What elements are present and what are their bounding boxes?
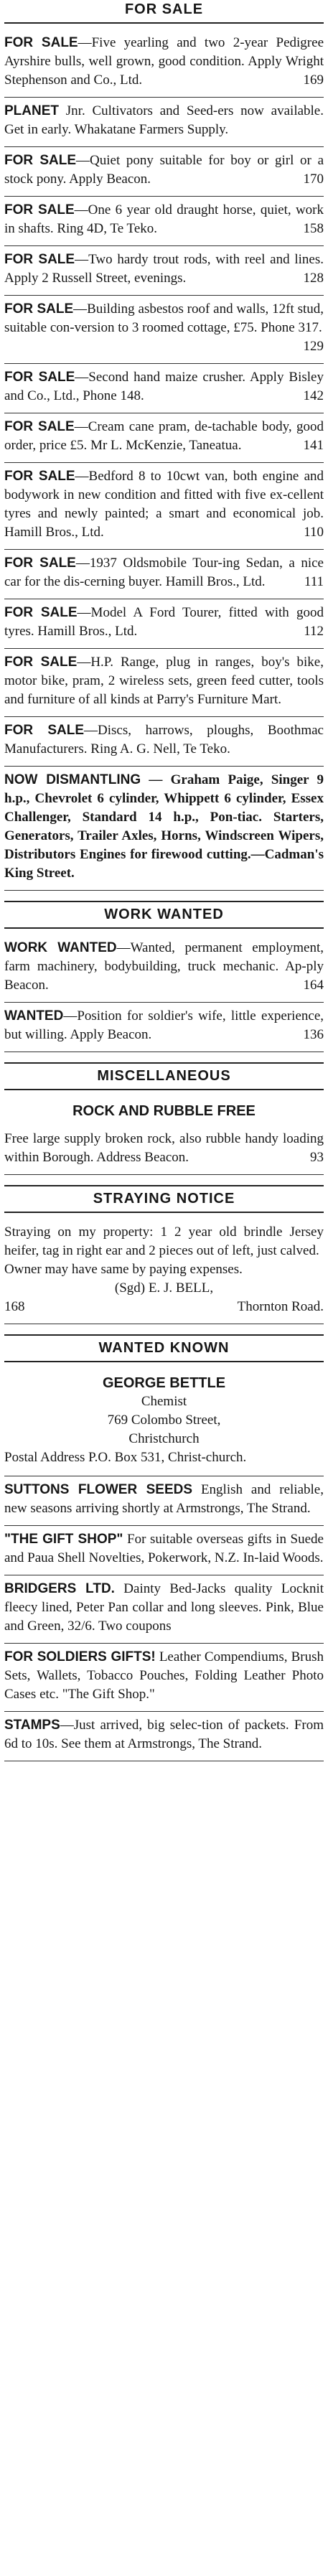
straying-owner-text: Owner may have same by paying expenses. bbox=[4, 1262, 243, 1277]
ad-item bbox=[4, 246, 324, 296]
chemist-name: GEORGE BETTLE bbox=[102, 1375, 226, 1391]
rock-rubble-notice bbox=[4, 1125, 324, 1175]
chemist-title: Chemist bbox=[141, 1394, 187, 1409]
ad-item bbox=[4, 935, 324, 1003]
ad-item bbox=[4, 98, 324, 147]
wanted-known-list bbox=[4, 1476, 324, 1761]
ad-lead: WORK WANTED bbox=[4, 940, 117, 955]
ad-lead: NOW DISMANTLING bbox=[4, 772, 141, 787]
ad-item-dismantling bbox=[4, 767, 324, 891]
ad-lead: STAMPS bbox=[4, 1718, 60, 1733]
ad-item bbox=[4, 197, 324, 246]
ad-item bbox=[4, 717, 324, 767]
ad-item bbox=[4, 1003, 324, 1052]
ad-lead: FOR SALE bbox=[4, 723, 84, 738]
rock-rubble-text: Free large supply broken rock, also rubble handy loading within Borough. Address Beacon. bbox=[4, 1131, 324, 1165]
ad-item bbox=[4, 413, 324, 463]
ad-item bbox=[4, 550, 324, 599]
ad-lead: FOR SALE bbox=[4, 153, 77, 168]
ad-item bbox=[4, 649, 324, 717]
ad-body: For suitable overseas gifts in Suede and Paua Shell Novelties, Pokerwork, N.Z. In-laid Woods. bbox=[4, 1532, 324, 1565]
ad-item bbox=[4, 1712, 324, 1761]
ad-lead: WANTED bbox=[4, 1008, 64, 1024]
ad-lead: FOR SALE bbox=[4, 370, 75, 385]
ad-body: —Quiet pony suitable for boy or girl or a stock pony. Apply Beacon. bbox=[4, 153, 324, 187]
ad-item bbox=[4, 1526, 324, 1575]
ad-lead: FOR SALE bbox=[4, 556, 76, 571]
ad-body: —Position for soldier's wife, little experience, but willing. Apply Beacon. bbox=[4, 1008, 324, 1042]
ad-body: —Just arrived, big selec-tion of packets. From 6d to 10s. See them at Armstrongs, The Strand. bbox=[4, 1718, 324, 1751]
ad-ref: 129 bbox=[303, 339, 324, 354]
ad-item bbox=[4, 1476, 324, 1526]
chemist-city: Christchurch bbox=[128, 1431, 200, 1446]
straying-footer bbox=[4, 1298, 324, 1316]
ad-body: —H.P. Range, plug in ranges, boy's bike, motor bike, pram, 2 wireless sets, green feed cutter, tools and furniture of all kinds at Parry's Furniture Mart. bbox=[4, 655, 324, 707]
work-wanted-list bbox=[4, 935, 324, 1052]
ad-body: —Wanted, permanent employment, farm machinery, bodybuilding, truck mechanic. Ap-ply Beacon. bbox=[4, 940, 324, 993]
ad-ref: 141 bbox=[303, 438, 324, 453]
ad-lead: FOR SALE bbox=[4, 202, 75, 217]
ad-item bbox=[4, 296, 324, 364]
ad-ref: 110 bbox=[304, 525, 324, 540]
straying-notice bbox=[4, 1219, 324, 1324]
section-heading-miscellaneous: MISCELLANEOUS bbox=[4, 1062, 324, 1090]
chemist-postal: Postal Address P.O. Box 531, Christ-church. bbox=[4, 1450, 247, 1465]
ad-body: —One 6 year old draught horse, quiet, work in shafts. Ring 4D, Te Teko. bbox=[4, 202, 324, 236]
chemist-street: 769 Colombo Street, bbox=[107, 1413, 221, 1428]
section-heading-work-wanted: WORK WANTED bbox=[4, 901, 324, 929]
ad-item bbox=[4, 599, 324, 649]
ad-ref: 111 bbox=[304, 574, 324, 589]
ad-body: —Cream cane pram, de-tachable body, good order, price £5. Mr L. McKenzie, Taneatua. bbox=[4, 419, 324, 453]
ad-item bbox=[4, 147, 324, 197]
ad-body: —Model A Ford Tourer, fitted with good tyres. Hamill Bros., Ltd. bbox=[4, 605, 324, 639]
ad-lead: FOR SALE bbox=[4, 252, 75, 267]
ad-ref: 158 bbox=[303, 221, 324, 236]
chemist-notice bbox=[4, 1368, 324, 1476]
ad-ref: 136 bbox=[303, 1027, 324, 1042]
ad-ref: 142 bbox=[303, 388, 324, 403]
ad-body: —Bedford 8 to 10cwt van, both engine and bodywork in new condition and fitted with five ex-cellent tyres and newly painted; a smart and economical job. Hamill Bros., Ltd. bbox=[4, 469, 324, 540]
ad-lead: FOR SALE bbox=[4, 419, 75, 434]
ad-lead: FOR SALE bbox=[4, 655, 78, 670]
straying-address: Thornton Road. bbox=[237, 1299, 324, 1314]
ad-item bbox=[4, 364, 324, 413]
rock-rubble-heading: ROCK AND RUBBLE FREE bbox=[72, 1103, 256, 1119]
ad-ref: 170 bbox=[303, 172, 324, 187]
ad-body: Jnr. Cultivators and Seed-ers now available. Get in early. Whakatane Farmers Supply. bbox=[4, 103, 324, 137]
ad-lead: "THE GIFT SHOP" bbox=[4, 1532, 123, 1547]
ad-lead: FOR SALE bbox=[4, 605, 78, 620]
ad-body: —Five yearling and two 2-year Pedigree Ayrshire bulls, well grown, good condition. Apply Wright Stephenson and Co., Ltd. bbox=[4, 35, 324, 88]
ad-lead: FOR SOLDIERS GIFTS! bbox=[4, 1649, 156, 1664]
ad-ref: 169 bbox=[303, 72, 324, 88]
ad-lead: FOR SALE bbox=[4, 469, 75, 484]
ad-lead: FOR SALE bbox=[4, 301, 74, 317]
ad-item bbox=[4, 1644, 324, 1712]
ad-item bbox=[4, 1575, 324, 1644]
ad-lead: PLANET bbox=[4, 103, 59, 118]
section-heading-for-sale: FOR SALE bbox=[4, 0, 324, 24]
ad-body: Dainty Bed-Jacks quality Locknit fleecy lined, Peter Pan collar and long sleeves. Pink, Blue and Green, 32/6. Two coupons bbox=[4, 1581, 324, 1634]
ad-ref: 168 bbox=[4, 1299, 25, 1314]
straying-signature: (Sgd) E. J. BELL, bbox=[114, 1280, 214, 1296]
ad-ref: 164 bbox=[303, 978, 324, 993]
ad-lead: FOR SALE bbox=[4, 35, 78, 50]
ad-body: —1937 Oldsmobile Tour-ing Sedan, a nice car for the dis-cerning buyer. Hamill Bros., Ltd. bbox=[4, 556, 324, 589]
ad-body: —Two hardy trout rods, with reel and lines. Apply 2 Russell Street, evenings. bbox=[4, 252, 324, 286]
ad-body: Leather Compendiums, Brush Sets, Wallets, Tobacco Pouches, Folding Leather Photo Cases etc. "The Gift Shop." bbox=[4, 1649, 324, 1702]
ad-ref: 93 bbox=[310, 1150, 324, 1165]
for-sale-list bbox=[4, 29, 324, 891]
ad-ref: 128 bbox=[303, 271, 324, 286]
ad-item bbox=[4, 463, 324, 550]
ad-body: —Discs, harrows, ploughs, Boothmac Manufacturers. Ring A. G. Nell, Te Teko. bbox=[4, 723, 324, 757]
section-heading-wanted-known: WANTED KNOWN bbox=[4, 1334, 324, 1362]
section-heading-straying: STRAYING NOTICE bbox=[4, 1185, 324, 1213]
straying-text: Straying on my property: 1 2 year old brindle Jersey heifer, tag in right ear and 2 pieces out of left, just calved. bbox=[4, 1224, 324, 1258]
ad-item bbox=[4, 29, 324, 98]
ad-body: —Building asbestos roof and walls, 12ft stud, suitable con-version to 3 roomed cottage, £75. Phone 317. bbox=[4, 301, 324, 335]
ad-body: English and reliable, new seasons arriving shortly at Armstrongs, The Strand. bbox=[4, 1482, 324, 1516]
ad-body: — Graham Paige, Singer 9 h.p., Chevrolet 6 cylinder, Whippett 6 cylinder, Essex Challenger, Standard 14 h.p., Pon-tiac. Starters, Generators, Trailer Axles, Horns, Windscreen Wipers, Distributors Engines for firewood cutting.—Cadman's King Street. bbox=[4, 772, 324, 881]
ad-body: —Second hand maize crusher. Apply Bisley and Co., Ltd., Phone 148. bbox=[4, 370, 324, 403]
ad-lead: SUTTONS FLOWER SEEDS bbox=[4, 1482, 193, 1497]
ad-ref: 112 bbox=[304, 624, 324, 639]
ad-lead: BRIDGERS LTD. bbox=[4, 1581, 115, 1596]
